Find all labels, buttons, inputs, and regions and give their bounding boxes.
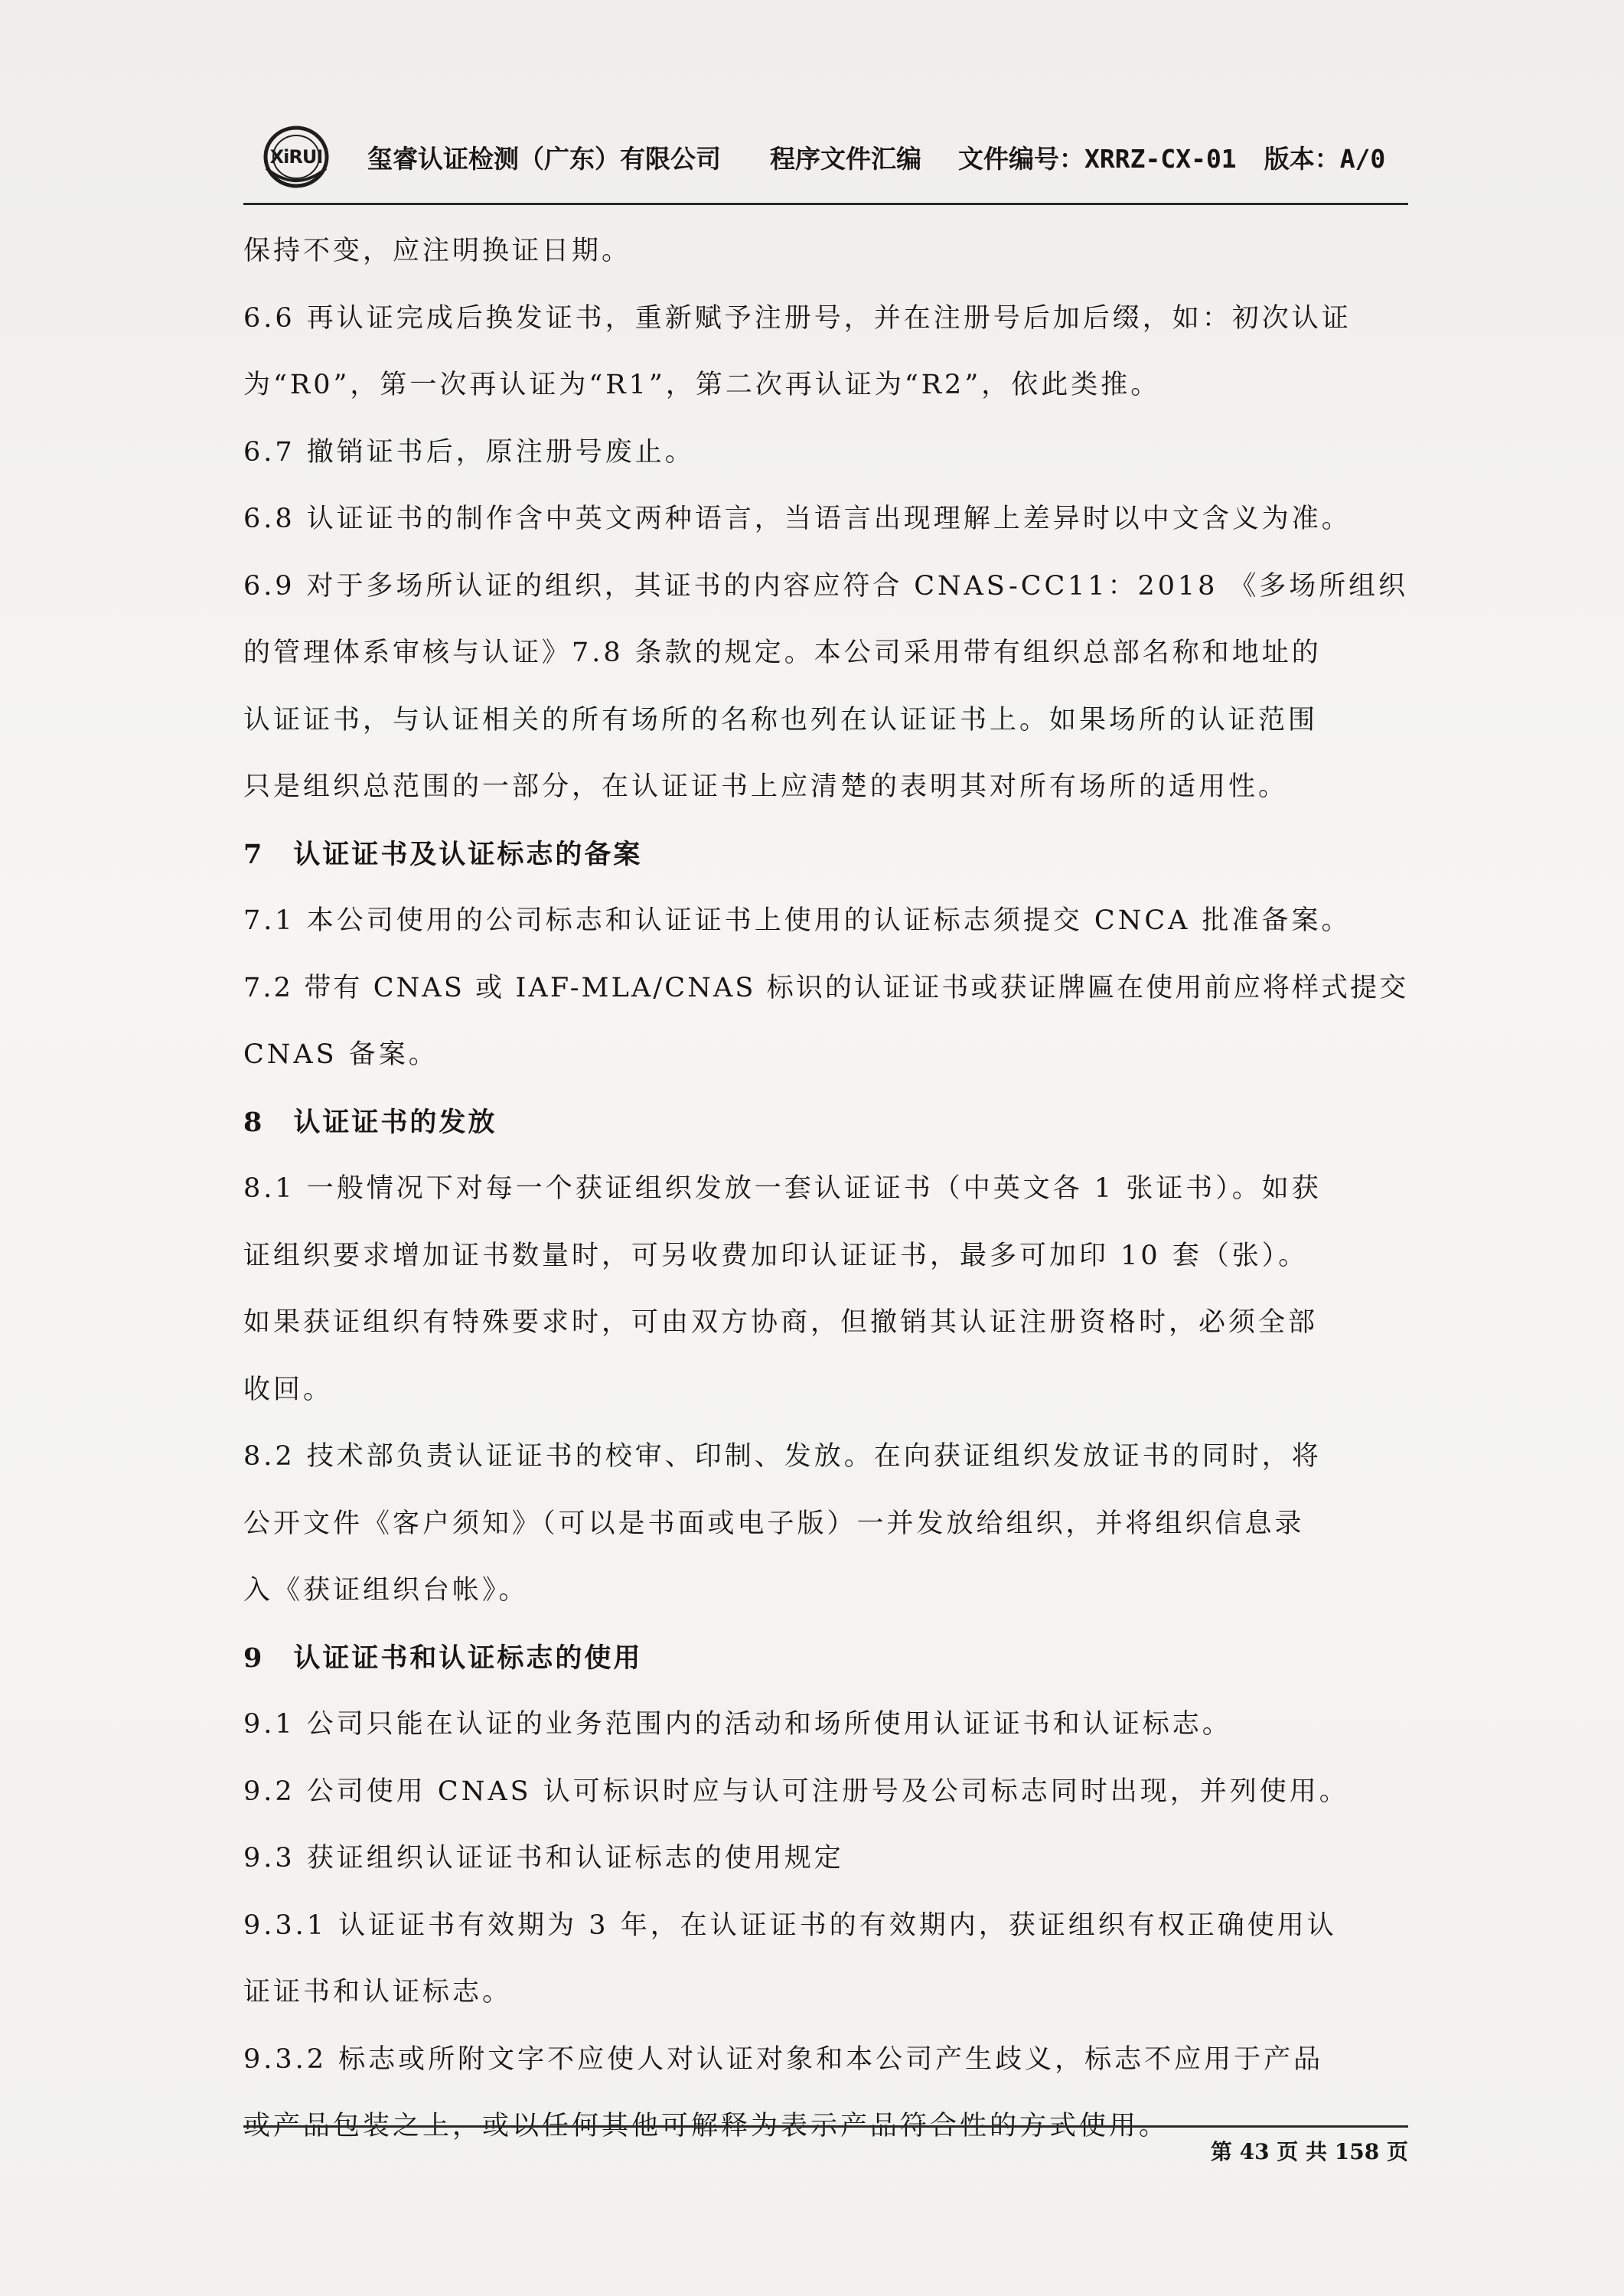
paragraph-line: 收回。	[243, 1374, 334, 1405]
section-heading: 9 认证证书和认证标志的使用	[243, 1642, 643, 1674]
logo-text: XiRUI	[269, 146, 323, 168]
company-logo	[243, 122, 349, 191]
paragraph-line: 入《获证组织台帐》。	[243, 1575, 529, 1606]
paragraph-line: 的管理体系审核与认证》7.8 条款的规定。本公司采用带有组织总部名称和地址的	[243, 638, 1322, 668]
paragraph-line: 如果获证组织有特殊要求时，可由双方协商，但撤销其认证注册资格时，必须全部	[243, 1307, 1319, 1338]
paragraph-line: 7.1 本公司使用的公司标志和认证证书上使用的认证标志须提交 CNCA 批准备案。	[243, 905, 1352, 936]
paragraph-line: 6.8 认证证书的制作含中英文两种语言，当语言出现理解上差异时以中文含义为准。	[243, 504, 1352, 534]
paragraph-line: 9.3.2 标志或所附文字不应使人对认证对象和本公司产生歧义，标志不应用于产品	[243, 2043, 1324, 2075]
paragraph-line: 9.1 公司只能在认证的业务范围内的活动和场所使用认证证书和认证标志。	[243, 1709, 1232, 1740]
document-collection-title: 程序文件汇编	[770, 143, 921, 174]
paragraph-line: 或产品包装之上，或以任何其他可解释为表示产品符合性的方式使用。	[243, 2111, 1169, 2141]
company-name: 玺睿认证检测（广东）有限公司	[367, 143, 721, 174]
footer-divider	[243, 2125, 1408, 2128]
paragraph-line: 8.1 一般情况下对每一个获证组织发放一套认证证书（中英文各 1 张证书）。如获	[243, 1173, 1322, 1204]
paragraph-line: 7.2 带有 CNAS 或 IAF-MLA/CNAS 标识的认证证书或获证牌匾在使用前应将样式提交	[243, 972, 1409, 1003]
header-divider	[243, 203, 1408, 205]
section-heading: 7 认证证书及认证标志的备案	[243, 838, 643, 870]
section-heading: 8 认证证书的发放	[243, 1106, 497, 1138]
page-number: 第 43 页 共 158 页	[1210, 2139, 1408, 2164]
paragraph-line: 证组织要求增加证书数量时，可另收费加印认证证书，最多可加印 10 套（张）。	[243, 1240, 1309, 1271]
paragraph-line: 8.2 技术部负责认证证书的校审、印制、发放。在向获证组织发放证书的同时，将	[243, 1441, 1322, 1472]
version-label: 版本：	[1264, 143, 1340, 174]
paragraph-line: 6.9 对于多场所认证的组织，其证书的内容应符合 CNAS-CC11：2018 《多场所组织	[243, 570, 1408, 602]
paragraph-line: 公开文件《客户须知》（可以是书面或电子版）一并发放给组织，并将组织信息录	[243, 1508, 1305, 1539]
paragraph-line: 为“R0”，第一次再认证为“R1”，第二次再认证为“R2”，依此类推。	[243, 370, 1161, 400]
version-value: A/0	[1339, 143, 1386, 174]
page-header	[243, 115, 1407, 199]
paragraph-line: 9.2 公司使用 CNAS 认可标识时应与认可注册号及公司标志同时出现，并列使用。	[243, 1776, 1349, 1807]
document-number-label: 文件编号：	[958, 143, 1084, 174]
paragraph-line: 认证证书，与认证相关的所有场所的名称也列在认证证书上。如果场所的认证范围	[243, 704, 1319, 735]
document-body	[243, 218, 1408, 2161]
document-number-value: XRRZ-CX-01	[1084, 143, 1237, 174]
paragraph-line: 保持不变，应注明换证日期。	[243, 236, 632, 266]
paragraph-line: 只是组织总范围的一部分，在认证证书上应清楚的表明其对所有场所的适用性。	[243, 771, 1289, 802]
paragraph-line: 证证书和认证标志。	[243, 1977, 513, 2007]
paragraph-line: 6.6 再认证完成后换发证书，重新赋予注册号，并在注册号后加后缀，如：初次认证	[243, 302, 1352, 334]
paragraph-line: CNAS 备案。	[243, 1039, 439, 1070]
paragraph-line: 9.3.1 认证证书有效期为 3 年，在认证证书的有效期内，获证组织有权正确使用认	[243, 1910, 1337, 1941]
document-version	[1264, 139, 1386, 175]
paragraph-line: 9.3 获证组织认证证书和认证标志的使用规定	[243, 1843, 844, 1874]
document-number	[958, 139, 1237, 175]
paragraph-line: 6.7 撤销证书后，原注册号废止。	[243, 436, 695, 468]
